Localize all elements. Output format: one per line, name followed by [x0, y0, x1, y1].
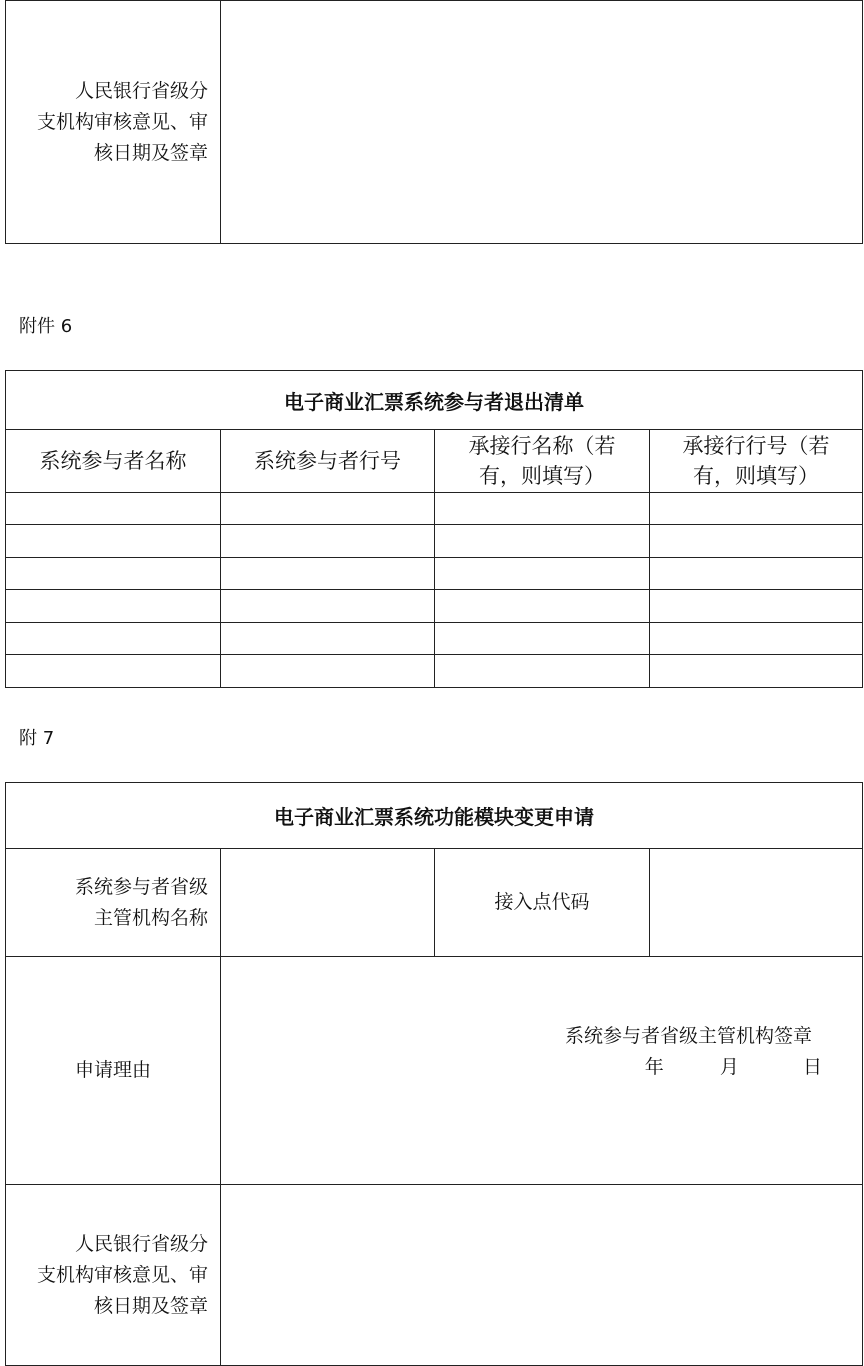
table-cell[interactable] — [6, 558, 221, 590]
table-cell[interactable] — [650, 493, 863, 525]
header-participant-code — [221, 430, 435, 493]
table-cell[interactable] — [6, 590, 221, 623]
date-day: 日 — [802, 1056, 822, 1078]
table-cell[interactable] — [6, 655, 221, 688]
top-review-table — [5, 0, 863, 244]
table-cell[interactable] — [221, 590, 435, 623]
access-point-code-input-cell[interactable] — [650, 849, 863, 957]
table-row — [6, 558, 863, 590]
table-row — [6, 623, 863, 655]
date-month: 月 — [719, 1056, 739, 1078]
header-participant-name — [6, 430, 221, 493]
module-change-table — [5, 782, 863, 1366]
pboc-review-label-line: 核日期及签章 — [93, 1294, 208, 1317]
org-name-label-cell — [6, 849, 221, 957]
review-label-line: 人民银行省级分 — [74, 79, 208, 102]
table-row — [6, 525, 863, 558]
org-signature-label: 系统参与者省级主管机构签章 — [564, 1025, 812, 1047]
exit-list-table — [5, 370, 863, 688]
header-text: 承接行行号（若 — [682, 434, 830, 458]
access-point-code-label: 接入点代码 — [435, 849, 650, 957]
header-text: 系统参与者名称 — [39, 449, 187, 473]
table-cell[interactable] — [435, 558, 650, 590]
pboc-review-label-line: 人民银行省级分 — [74, 1232, 208, 1255]
reason-input-cell[interactable] — [221, 957, 863, 1185]
table-cell[interactable] — [650, 525, 863, 558]
signature-date — [221, 1052, 862, 1083]
table-cell[interactable] — [435, 525, 650, 558]
pboc-review-label-line: 支机构审核意见、审 — [36, 1263, 208, 1286]
header-text: 有，则填写） — [693, 464, 819, 488]
review-label-cell — [6, 1, 221, 244]
table-cell[interactable] — [435, 590, 650, 623]
header-text: 有，则填写） — [479, 464, 605, 488]
table-row — [6, 655, 863, 688]
table-row — [6, 493, 863, 525]
org-name-input-cell[interactable] — [221, 849, 435, 957]
org-name-label-line: 主管机构名称 — [93, 906, 208, 929]
table-cell[interactable] — [650, 623, 863, 655]
table-row — [6, 590, 863, 623]
date-year: 年 — [644, 1056, 664, 1078]
table-cell[interactable] — [221, 558, 435, 590]
table-cell[interactable] — [435, 493, 650, 525]
header-text: 系统参与者行号 — [254, 449, 401, 473]
exit-list-title: 电子商业汇票系统参与者退出清单 — [6, 371, 863, 430]
table-cell[interactable] — [221, 493, 435, 525]
table-cell[interactable] — [6, 623, 221, 655]
reason-label: 申请理由 — [6, 957, 221, 1185]
review-label-line: 支机构审核意见、审 — [36, 110, 208, 133]
table-cell[interactable] — [650, 590, 863, 623]
table-cell[interactable] — [6, 525, 221, 558]
table-cell[interactable] — [221, 655, 435, 688]
table-cell[interactable] — [435, 655, 650, 688]
table-cell[interactable] — [435, 623, 650, 655]
review-label-line: 核日期及签章 — [93, 141, 208, 164]
attachment6-caption: 附件 6 — [19, 316, 73, 337]
module-change-title: 电子商业汇票系统功能模块变更申请 — [6, 783, 863, 849]
pboc-review-input-cell[interactable] — [221, 1185, 863, 1366]
table-cell[interactable] — [221, 525, 435, 558]
header-text: 承接行名称（若 — [468, 434, 616, 458]
org-name-label-line: 系统参与者省级 — [74, 875, 208, 898]
header-successor-code — [650, 430, 863, 493]
attachment7-caption: 附 7 — [19, 728, 55, 749]
table-cell[interactable] — [650, 558, 863, 590]
table-cell[interactable] — [650, 655, 863, 688]
table-cell[interactable] — [6, 493, 221, 525]
review-content-cell[interactable] — [221, 1, 863, 244]
table-cell[interactable] — [221, 623, 435, 655]
header-successor-name — [435, 430, 650, 493]
pboc-review-label-cell — [6, 1185, 221, 1366]
